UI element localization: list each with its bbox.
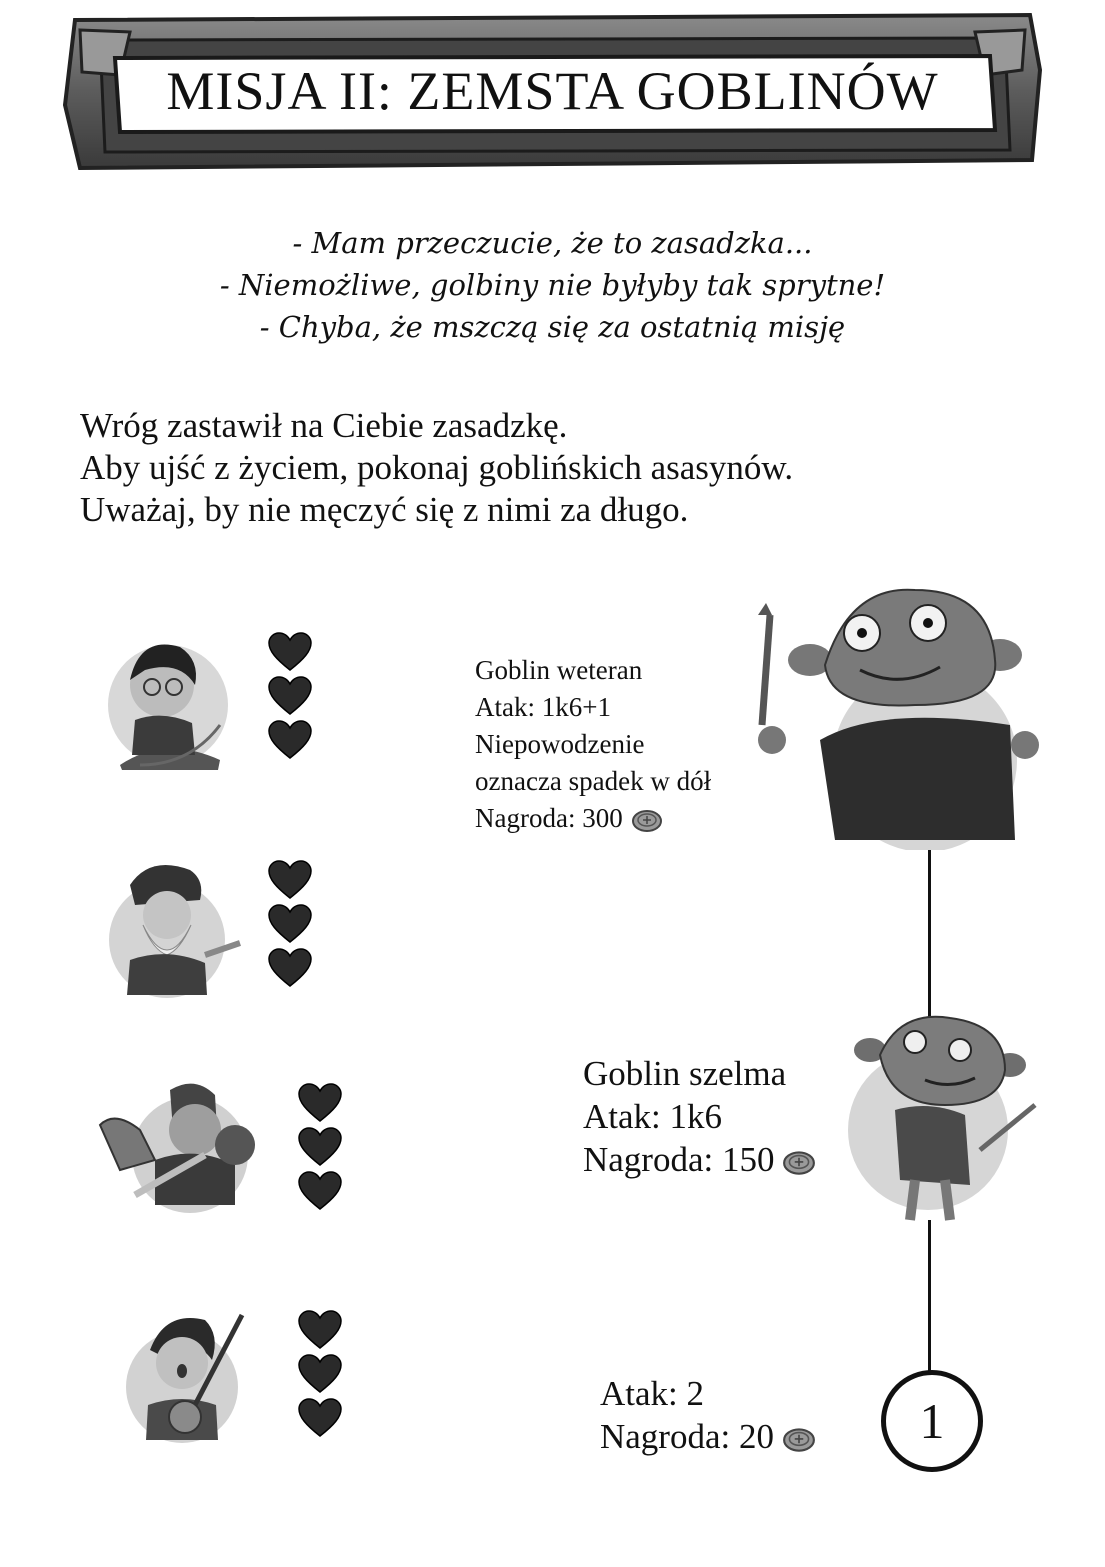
heart-icon	[268, 860, 312, 900]
hero-1-hearts	[268, 632, 312, 760]
mission-description	[80, 405, 793, 531]
heart-icon	[268, 720, 312, 760]
goblin-rogue-portrait-icon	[840, 1010, 1050, 1230]
enemy-name: Goblin weteran	[475, 655, 643, 685]
dialogue-quotes	[0, 222, 1105, 348]
heart-icon	[298, 1083, 342, 1123]
heart-icon	[298, 1310, 342, 1350]
enemy-reward: Nagroda: 20	[600, 1417, 774, 1456]
enemy-note: oznacza spadek w dół	[475, 766, 712, 796]
path-connector	[928, 845, 931, 1020]
heart-icon	[298, 1171, 342, 1211]
enemy-name: Goblin szelma	[583, 1054, 787, 1093]
hero-3-hearts	[298, 1083, 342, 1211]
enemy-reward: Nagroda: 150	[583, 1140, 775, 1179]
goblin-basic-stats	[600, 1372, 816, 1458]
enemy-attack: Atak: 2	[600, 1374, 705, 1413]
quote-line: - Niemożliwe, golbiny nie byłyby tak sprytne!	[219, 268, 886, 302]
dwarf-wizard-portrait-icon	[105, 855, 245, 1000]
path-connector	[928, 1220, 931, 1372]
warrior-portrait-icon	[95, 1075, 265, 1215]
coin-icon	[631, 808, 663, 834]
goblin-veteran-stats	[475, 652, 711, 837]
heart-icon	[298, 1354, 342, 1394]
coin-icon	[782, 1426, 816, 1454]
intro-line: Wróg zastawił na Ciebie zasadzkę.	[80, 406, 568, 445]
title-banner	[60, 10, 1045, 175]
quote-line: - Chyba, że mszczą się za ostatnią misję	[259, 310, 846, 344]
enemy-note: Niepowodzenie	[475, 729, 645, 759]
heart-icon	[268, 632, 312, 672]
heart-icon	[298, 1398, 342, 1438]
tier-marker: 1	[881, 1370, 983, 1472]
enemy-attack: Atak: 1k6	[583, 1097, 723, 1136]
intro-line: Aby ujść z życiem, pokonaj goblińskich asasynów.	[80, 448, 794, 487]
quote-line: - Mam przeczucie, że to zasadzka...	[292, 226, 813, 260]
page-title: MISJA II: ZEMSTA GOBLINÓW	[166, 61, 939, 121]
hero-4-hearts	[298, 1310, 342, 1438]
heart-icon	[268, 948, 312, 988]
hero-2-hearts	[268, 860, 312, 988]
heart-icon	[268, 676, 312, 716]
heart-icon	[298, 1127, 342, 1167]
enemy-attack: Atak: 1k6+1	[475, 692, 611, 722]
bard-portrait-icon	[120, 1305, 255, 1445]
enemy-reward: Nagroda: 300	[475, 803, 623, 833]
goblin-veteran-portrait-icon	[750, 575, 1060, 850]
goblin-rogue-stats	[583, 1052, 816, 1181]
elf-archer-portrait-icon	[100, 625, 230, 770]
coin-icon	[782, 1149, 816, 1177]
intro-line: Uważaj, by nie męczyć się z nimi za długo.	[80, 490, 689, 529]
heart-icon	[268, 904, 312, 944]
